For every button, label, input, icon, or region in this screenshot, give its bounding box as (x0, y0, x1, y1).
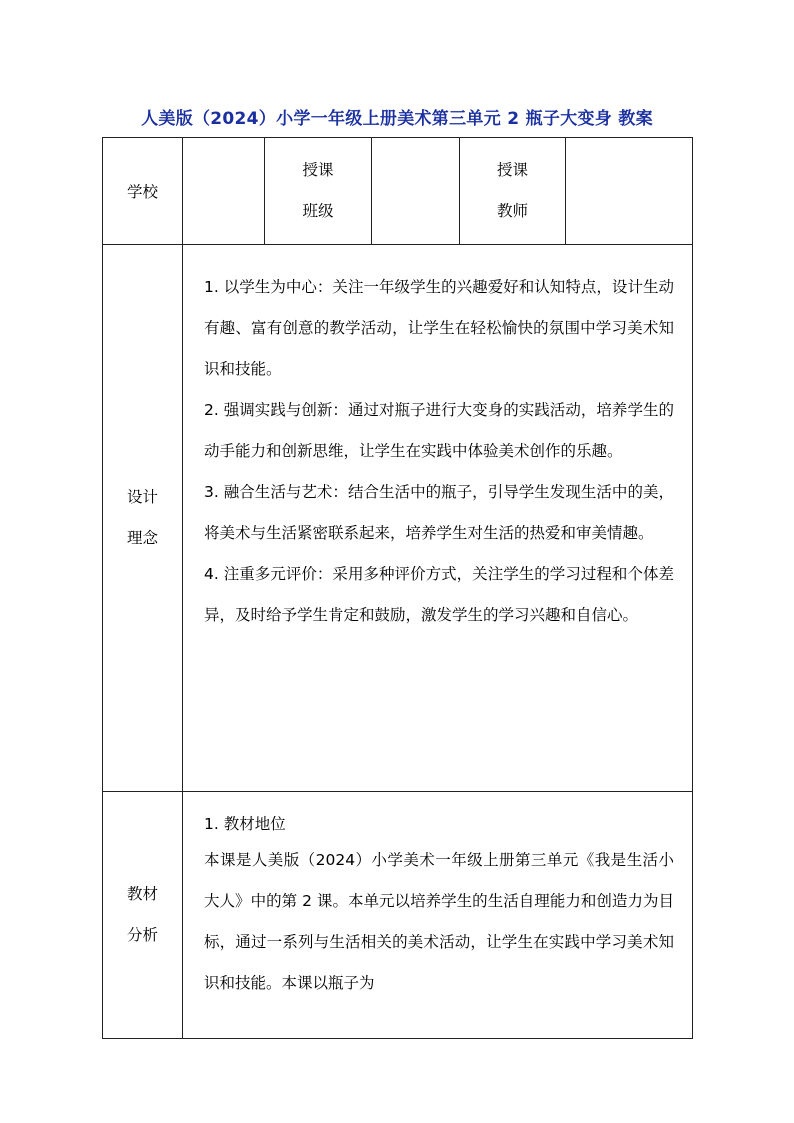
design-content (183, 245, 693, 792)
material-label (103, 792, 183, 1039)
design-label-line-1: 设计 (126, 488, 158, 506)
teacher-label-line-2: 教师 (496, 202, 528, 220)
material-row (103, 792, 693, 1039)
teacher-label-line-1: 授课 (496, 161, 528, 179)
class-label (265, 138, 372, 245)
design-paragraph: 1. 以学生为中心：关注一年级学生的兴趣爱好和认知特点，设计生动有趣、富有创意的教学活动，让学生在轻松愉快的氛围中学习美术知识和技能。 (204, 278, 674, 378)
material-body: 本课是人美版（2024）小学美术一年级上册第三单元《我是生活小大人》中的第 2 课。本单元以培养学生的生活自理能力和创造力为目标，通过一系列与生活相关的美术活动，让学生在实践中学习美术知识和技能。本课以瓶子为 (204, 851, 674, 992)
teacher-value (566, 138, 693, 245)
material-label-line-1: 教材 (126, 885, 158, 903)
class-label-line-1: 授课 (302, 161, 334, 179)
teacher-label (460, 138, 566, 245)
design-label-line-2: 理念 (126, 529, 158, 547)
design-paragraph: 2. 强调实践与创新：通过对瓶子进行大变身的实践活动，培养学生的动手能力和创新思维，让学生在实践中体验美术创作的乐趣。 (204, 401, 674, 460)
header-row (103, 138, 693, 245)
document-title: 人美版（2024）小学一年级上册美术第三单元 2 瓶子大变身 教案 (141, 109, 653, 129)
class-label-line-2: 班级 (302, 202, 334, 220)
material-heading: 1. 教材地位 (204, 815, 286, 833)
school-value (183, 138, 265, 245)
material-label-line-2: 分析 (126, 926, 158, 944)
design-paragraph: 3. 融合生活与艺术：结合生活中的瓶子，引导学生发现生活中的美，将美术与生活紧密联系起来，培养学生对生活的热爱和审美情趣。 (204, 483, 674, 542)
material-content (183, 792, 693, 1039)
design-paragraph: 4. 注重多元评价：采用多种评价方式，关注学生的学习过程和个体差异，及时给予学生肯定和鼓励，激发学生的学习兴趣和自信心。 (204, 565, 674, 624)
class-value (372, 138, 460, 245)
lesson-plan-table (102, 137, 693, 1039)
school-label: 学校 (103, 138, 183, 245)
design-row (103, 245, 693, 792)
design-label (103, 245, 183, 792)
